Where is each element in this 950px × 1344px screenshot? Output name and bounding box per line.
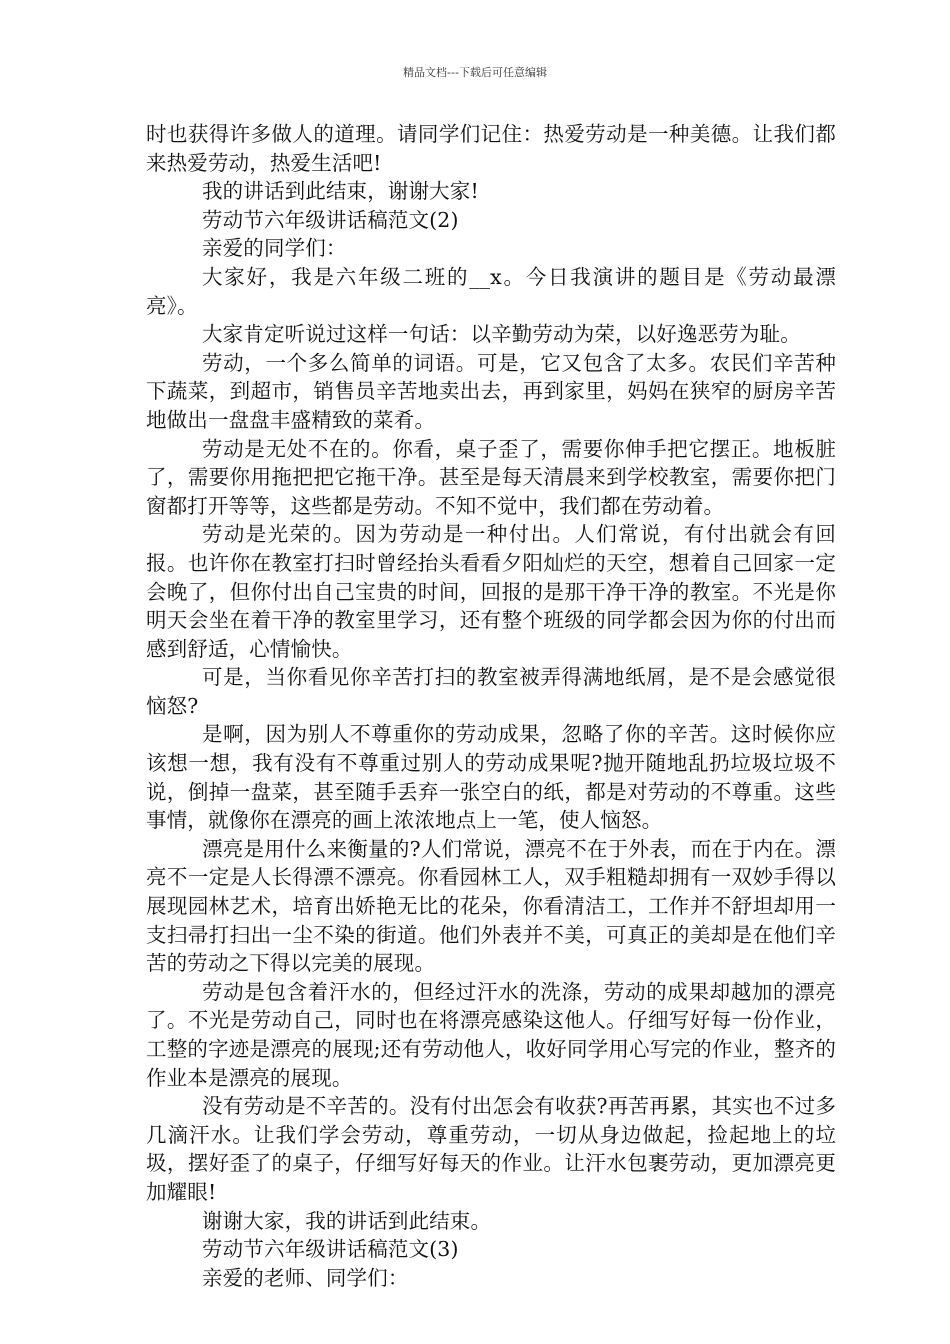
paragraph: 大家肯定听说过这样一句话：以辛勤劳动为荣，以好逸恶劳为耻。 [202, 322, 801, 347]
paragraph: 漂亮是用什么来衡量的?人们常说，漂亮不在于外表，而在于内在。漂亮不一定是人长得漂不漂亮。你看园林工人，双手粗糙却拥有一双妙手得以展现园林艺术，培育出娇艳无比的花朵，你看清洁工，工作并不舒坦却用一支扫帚打扫出一尘不染的街道。他们外表并不美，可真正的美却是在他们辛苦的劳动之下得以完美的展现。 [146, 836, 836, 976]
paragraph: 劳动是包含着汗水的，但经过汗水的洗涤，劳动的成果却越加的漂亮了。不光是劳动自己，同时也在将漂亮感染这他人。仔细写好每一份作业，工整的字迹是漂亮的展现;还有劳动他人，收好同学用心写完的作业，整齐的作业本是漂亮的展现。 [146, 979, 836, 1090]
paragraph: 是啊，因为别人不尊重你的劳动成果，忽略了你的辛苦。这时候你应该想一想，我有没有不尊重过别人的劳动成果呢?抛开随地乱扔垃圾垃圾不说，倒掉一盘菜，甚至随手丢弃一张空白的纸，都是对劳动的不尊重。这些事情，就像你在漂亮的画上浓浓地点上一笔，使人恼怒。 [146, 722, 836, 833]
paragraph: 我的讲话到此结束，谢谢大家! [202, 179, 479, 204]
paragraph: 谢谢大家，我的讲话到此结束。 [202, 1208, 492, 1233]
salutation: 亲爱的老师、同学们： [202, 1265, 409, 1290]
salutation: 亲爱的同学们： [202, 236, 347, 261]
paragraph: 劳动，一个多么简单的词语。可是，它又包含了太多。农民们辛苦种下蔬菜，到超市，销售员辛苦地卖出去，再到家里，妈妈在狭窄的厨房辛苦地做出一盘盘丰盛精致的菜肴。 [146, 350, 836, 432]
page-header: 精品文档---下载后可任意编辑 [403, 66, 547, 79]
paragraph: 劳动是无处不在的。你看，桌子歪了，需要你伸手把它摆正。地板脏了，需要你用拖把把它拖干净。甚至是每天清晨来到学校教室，需要你把门窗都打开等等，这些都是劳动。不知不觉中，我们都在劳动着。 [146, 436, 836, 518]
section-title: 劳动节六年级讲话稿范文(2) [202, 207, 459, 232]
paragraph: 可是，当你看见你辛苦打扫的教室被弄得满地纸屑，是不是会感觉很恼怒? [146, 665, 836, 718]
document-body [146, 120, 836, 1292]
paragraph: 没有劳动是不辛苦的。没有付出怎会有收获?再苦再累，其实也不过多几滴汗水。让我们学会劳动，尊重劳动，一切从身边做起，捡起地上的垃圾，摆好歪了的桌子，仔细写好每天的作业。让汗水包裹劳动，更加漂亮更加耀眼! [146, 1094, 836, 1204]
paragraph: 劳动是光荣的。因为劳动是一种付出。人们常说，有付出就会有回报。也许你在教室打扫时曾经抬头看看夕阳灿烂的天空，想着自己回家一定会晚了，但你付出自己宝贵的时间，回报的是那干净干净的教室。不光是你明天会坐在着干净的教室里学习，还有整个班级的同学都会因为你的付出而感到舒适，心情愉快。 [146, 522, 836, 661]
paragraph: 大家好，我是六年级二班的__x。今日我演讲的题目是《劳动最漂亮》。 [146, 264, 836, 318]
section-title: 劳动节六年级讲话稿范文(3) [202, 1237, 459, 1262]
paragraph: 时也获得许多做人的道理。请同学们记住：热爱劳动是一种美德。让我们都来热爱劳动，热爱生活吧! [146, 122, 836, 175]
